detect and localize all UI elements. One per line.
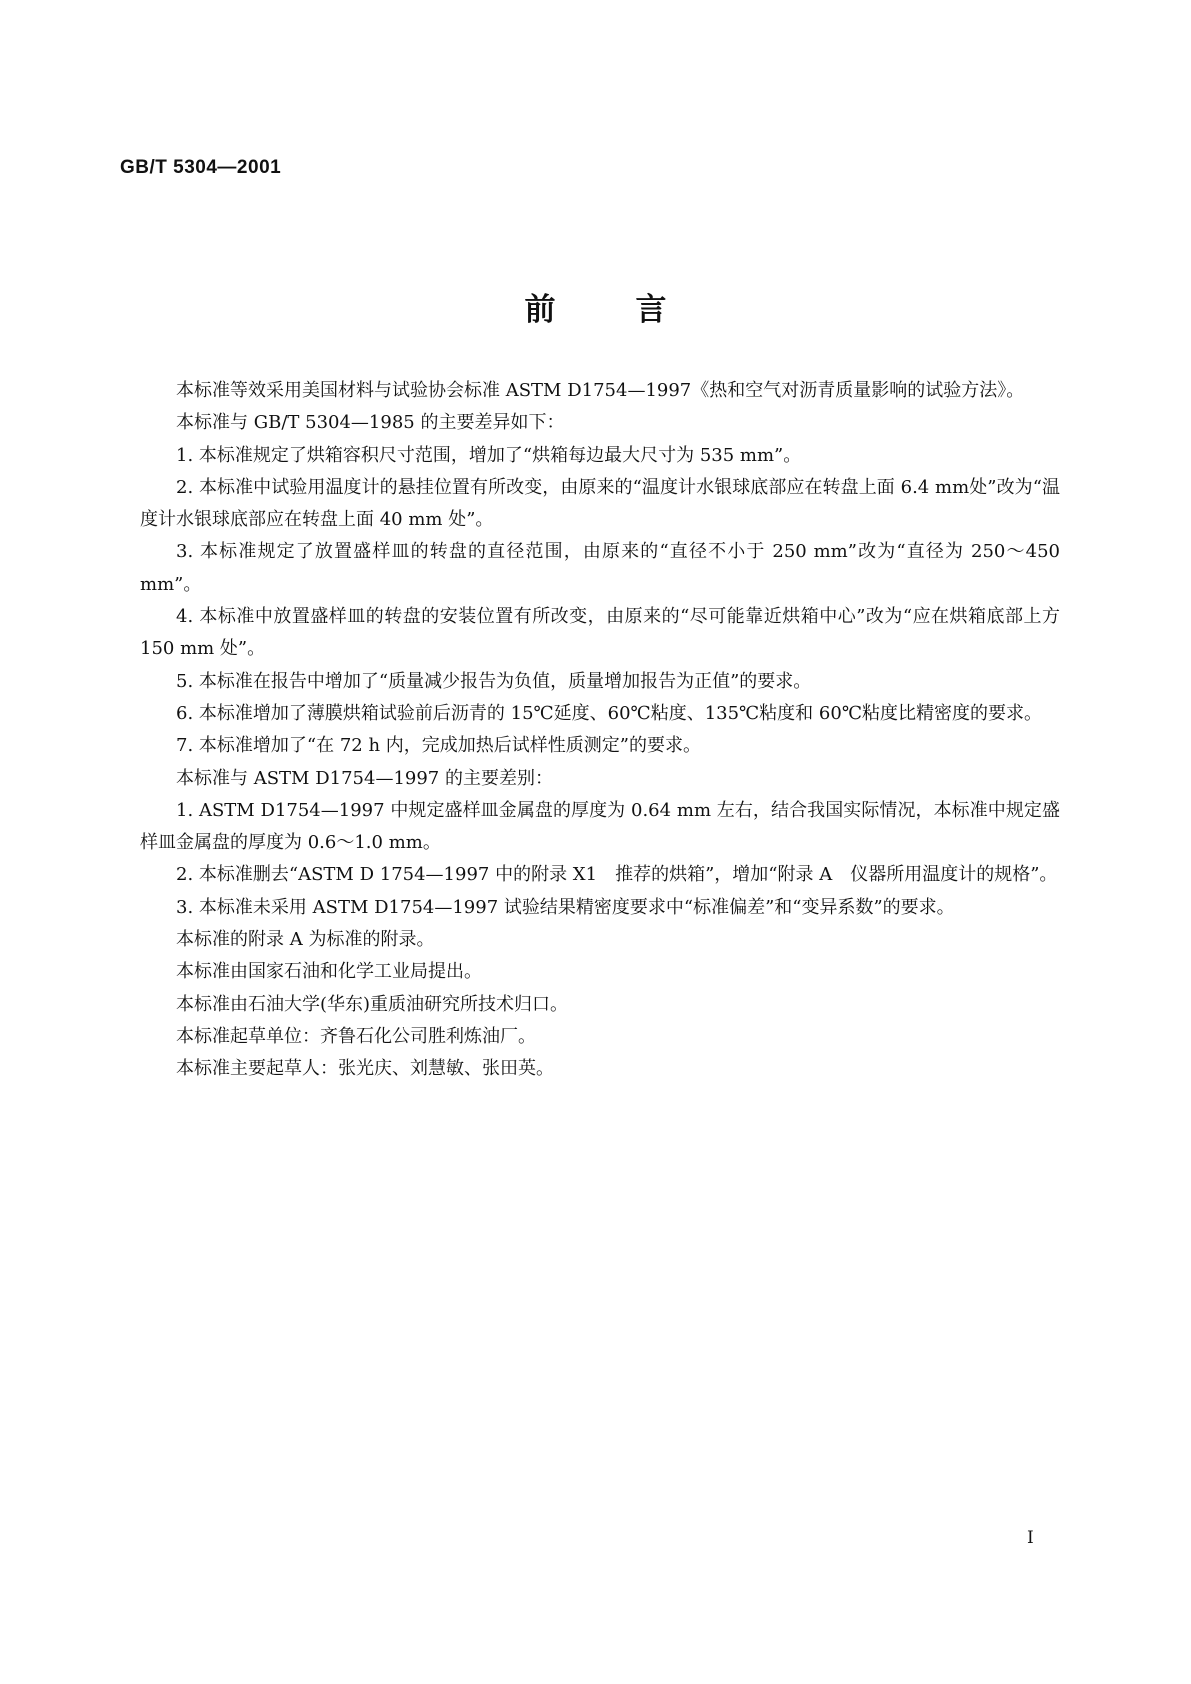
paragraph: 本标准与 GB/T 5304—1985 的主要差异如下： (176, 412, 565, 434)
paragraph: 5. 本标准在报告中增加了“质量减少报告为负值，质量增加报告为正值”的要求。 (176, 670, 812, 692)
paragraph: 2. 本标准中试验用温度计的悬挂位置有所改变，由原来的“温度计水银球底部应在转盘上面 6.4 mm处”改为“温度计水银球底部应在转盘上面 40 mm 处”。 (140, 476, 1060, 531)
paragraph: 本标准主要起草人：张光庆、刘慧敏、张田英。 (176, 1058, 554, 1080)
paragraph: 3. 本标准规定了放置盛样皿的转盘的直径范围，由原来的“直径不小于 250 mm”改为“直径为 250～450 mm”。 (140, 541, 1060, 595)
paragraph: 1. ASTM D1754—1997 中规定盛样皿金属盘的厚度为 0.64 mm 左右，结合我国实际情况，本标准中规定盛样皿金属盘的厚度为 0.6～1.0 mm。 (140, 799, 1060, 854)
paragraph: 2. 本标准删去“ASTM D 1754—1997 中的附录 X1 推荐的烘箱”，增加“附录 A 仪器所用温度计的规格”。 (176, 864, 1058, 886)
paragraph: 3. 本标准未采用 ASTM D1754—1997 试验结果精密度要求中“标准偏差”和“变异系数”的要求。 (176, 896, 955, 918)
paragraph: 4. 本标准中放置盛样皿的转盘的安装位置有所改变，由原来的“尽可能靠近烘箱中心”改为“应在烘箱底部上方 150 mm 处”。 (140, 606, 1060, 660)
paragraph: 7. 本标准增加了“在 72 h 内，完成加热后试样性质测定”的要求。 (176, 735, 701, 757)
page-number: I (1027, 1528, 1034, 1548)
paragraph: 本标准等效采用美国材料与试验协会标准 ASTM D1754—1997《热和空气对沥青质量影响的试验方法》。 (176, 380, 1025, 401)
paragraph: 本标准由石油大学(华东)重质油研究所技术归口。 (176, 993, 569, 1015)
paragraph: 1. 本标准规定了烘箱容积尺寸范围，增加了“烘箱每边最大尺寸为 535 mm”。 (176, 444, 802, 466)
paragraph: 本标准的附录 A 为标准的附录。 (176, 929, 435, 951)
paragraph: 本标准与 ASTM D1754—1997 的主要差别： (176, 767, 553, 789)
page-title: 前言 (524, 292, 747, 328)
document-body (140, 375, 1060, 1086)
paragraph: 本标准由国家石油和化学工业局提出。 (176, 961, 482, 983)
paragraph: 本标准起草单位：齐鲁石化公司胜利炼油厂。 (176, 1025, 536, 1047)
paragraph: 6. 本标准增加了薄膜烘箱试验前后沥青的 15℃延度、60℃粘度、135℃粘度和 60℃粘度比精密度的要求。 (176, 702, 1042, 724)
standard-code: GB/T 5304—2001 (120, 157, 282, 178)
